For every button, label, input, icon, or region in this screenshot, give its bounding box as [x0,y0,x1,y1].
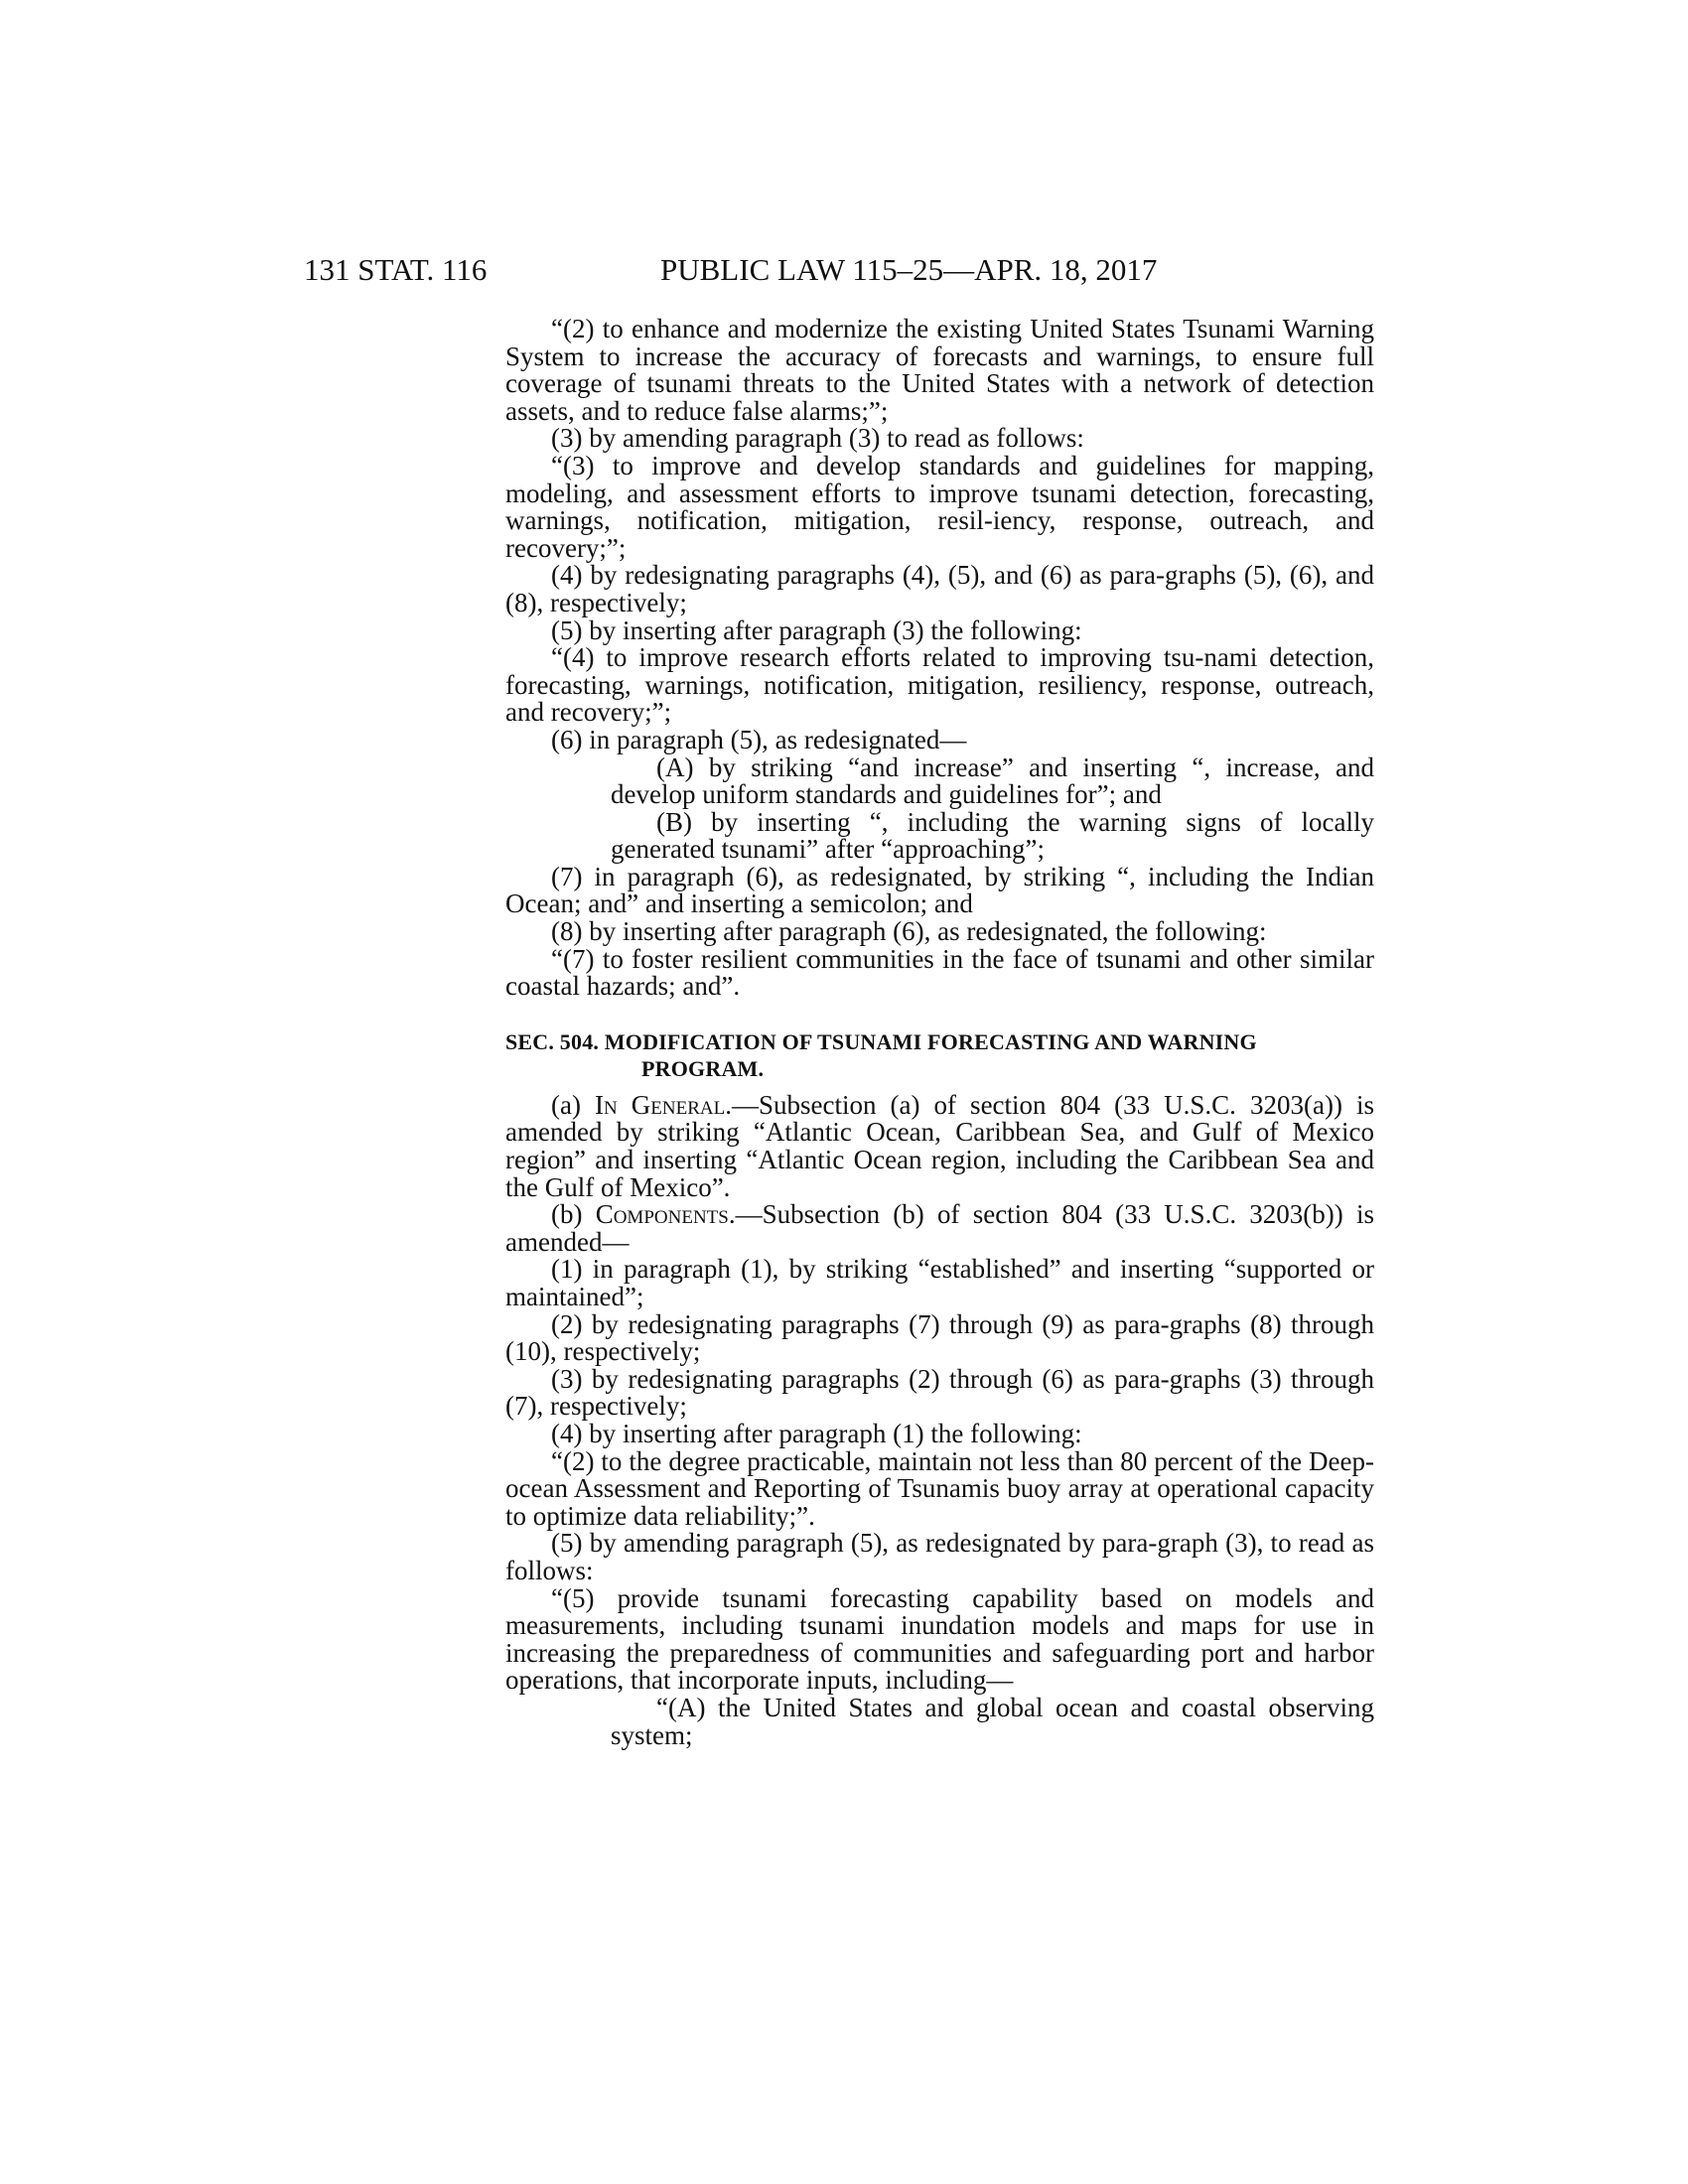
amendment-paragraph-7: (7) in paragraph (6), as redesignated, by striking “, including the Indian Ocean; and” and inserting a semicolon; and [505,861,1374,919]
amendment-paragraph-8: (8) by inserting after paragraph (6), as redesignated, the following: [551,916,1267,947]
subparagraph-a: (A) by striking “and increase” and inserting “, increase, and develop uniform standards and guidelines for”; and [611,751,1374,810]
subsection-a-label: (a) [551,1089,596,1120]
amendment-paragraph-5: (5) by inserting after paragraph (3) the following: [551,614,1082,645]
subsection-b-paragraph-1: (1) in paragraph (1), by striking “established” and inserting “supported or maintained”; [505,1254,1374,1311]
subsection-a-text: —Subsection (a) of section 804 (33 U.S.C. 3203(a)) is amended by striking “Atlantic Ocean, Caribbean Sea, and Gulf of Mexico region” and inserting “Atlantic Ocean region, including the Caribbean Sea and the Gulf of Mexico”. [505,1089,1374,1202]
subsection-b-caption: Components. [595,1199,736,1230]
inserted-paragraph-5: “(5) provide tsunami forecasting capability based on models and measurements, including tsunami inundation models and maps for use in increasing the preparedness of communities and safeguarding port and harbor operations, that incorporate inputs, including— [505,1582,1374,1696]
amendment-paragraph-6: (6) in paragraph (5), as redesignated— [551,724,967,754]
subsection-a [505,1089,1374,1202]
subparagraph-b: (B) by inserting “, including the warning signs of locally generated tsunami” after “approaching”; [611,806,1374,865]
section-heading: SEC. 504. MODIFICATION OF TSUNAMI FORECASTING AND WARNING PROGRAM. [505,1028,1257,1081]
subsection-b-paragraph-4: (4) by inserting after paragraph (1) the following: [551,1418,1082,1448]
paragraph-quoted-4: “(4) to improve research efforts related to improving tsu-nami detection, forecasting, warnings, notification, mitigation, resiliency, response, outreach, and recovery;”; [505,642,1374,728]
subsection-b-label: (b) [551,1199,596,1230]
paragraph-quoted-2: “(2) to enhance and modernize the existing United States Tsunami Warning System to increase the accuracy of forecasts and warnings, to ensure full coverage of tsunami threats to the United States with a network of detection assets, and to reduce false alarms;”; [505,314,1374,426]
inserted-paragraph-2: “(2) to the degree practicable, maintain not less than 80 percent of the Deep-ocean Assessment and Reporting of Tsunamis buoy array at operational capacity to optimize data reliability;”. [505,1445,1374,1531]
paragraph-quoted-3: “(3) to improve and develop standards and guidelines for mapping, modeling, and assessment efforts to improve tsunami detection, forecasting, warnings, notification, mitigation, resil-iency, response, outreach, and recovery;”; [505,450,1374,563]
subsection-b-paragraph-3: (3) by redesignating paragraphs (2) through (6) as para-graphs (3) through (7), respectively; [505,1363,1374,1422]
amendment-paragraph-4: (4) by redesignating paragraphs (4), (5), and (6) as para-graphs (5), (6), and (8), respectively; [505,560,1374,617]
subsection-b-paragraph-2: (2) by redesignating paragraphs (7) through (9) as para-graphs (8) through (10), respectively; [505,1308,1374,1367]
inserted-subparagraph-a: “(A) the United States and global ocean and coastal observing system; [611,1692,1374,1750]
body-text [505,316,1374,1749]
amendment-paragraph-3: (3) by amending paragraph (3) to read as follows: [551,423,1084,454]
statute-page-reference: 131 STAT. 116 [304,252,488,287]
subsection-b-paragraph-5: (5) by amending paragraph (5), as redesignated by para-graph (3), to read as follows: [505,1528,1374,1585]
paragraph-quoted-7: “(7) to foster resilient communities in the face of tsunami and other similar coastal hazards; and”. [505,943,1374,1002]
subsection-b-text: —Subsection (b) of section 804 (33 U.S.C. 3203(b)) is amended— [505,1199,1374,1257]
subsection-b [505,1201,1374,1256]
public-law-reference: PUBLIC LAW 115–25—APR. 18, 2017 [660,252,1158,287]
subsection-a-caption: In General. [595,1089,732,1120]
page-header [0,250,1688,290]
